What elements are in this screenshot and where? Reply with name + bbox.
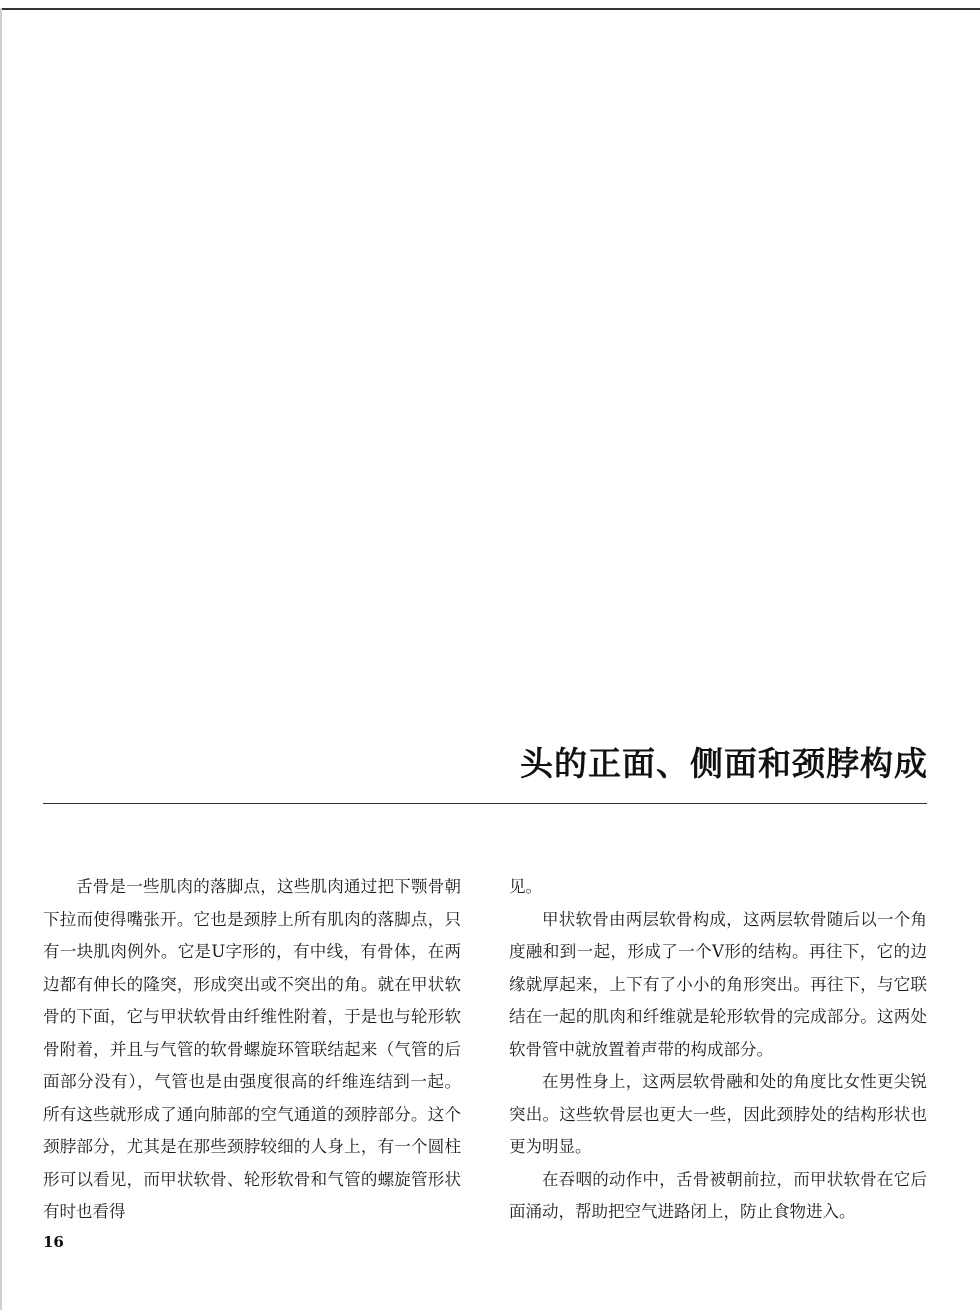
left-column (43, 871, 461, 1229)
right-column (509, 871, 927, 1229)
paragraph-continuation: 见。 (509, 877, 542, 896)
left-page-edge (0, 8, 2, 1310)
paragraph: 在吞咽的动作中，舌骨被朝前拉，而甲状软骨在它后面涌动，帮助把空气进路闭上，防止食物进入。 (509, 1169, 927, 1221)
page-title: 头的正面、侧面和颈脖构成 (520, 744, 928, 783)
title-rule (43, 803, 927, 804)
paragraph: 甲状软骨由两层软骨构成，这两层软骨随后以一个角度融和到一起，形成了一个V形的结构。再往下，它的边缘就厚起来，上下有了小小的角形突出。再往下，与它联结在一起的肌肉和纤维就是轮形软骨的完成部分。这两处软骨管中就放置着声带的构成部分。 (509, 909, 927, 1059)
top-border-rule (0, 8, 980, 10)
paragraph: 在男性身上，这两层软骨融和处的角度比女性更尖锐突出。这些软骨层也更大一些，因此颈脖处的结构形状也更为明显。 (509, 1072, 927, 1156)
page-number: 16 (43, 1233, 64, 1251)
paragraph: 舌骨是一些肌肉的落脚点，这些肌肉通过把下颚骨朝下拉而使得嘴张开。它也是颈脖上所有肌肉的落脚点，只有一块肌肉例外。它是U字形的，有中线，有骨体，在两边都有伸长的隆突，形成突出或不突出的角。就在甲状软骨的下面，它与甲状软骨由纤维性附着，于是也与轮形软骨附着，并且与气管的软骨螺旋环管联结起来（气管的后面部分没有），气管也是由强度很高的纤维连结到一起。所有这些就形成了通向肺部的空气通道的颈脖部分。这个颈脖部分，尤其是在那些颈脖较细的人身上，有一个圆柱形可以看见，而甲状软骨、轮形软骨和气管的螺旋管形状有时也看得 (43, 877, 461, 1221)
